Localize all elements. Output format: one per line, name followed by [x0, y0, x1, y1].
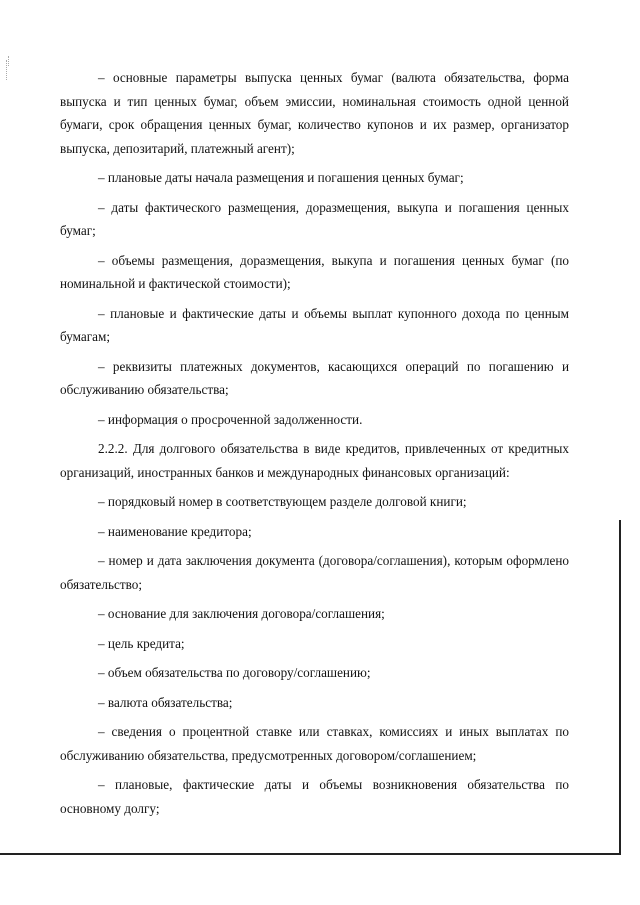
paragraph-volumes: – объемы размещения, доразмещения, выкупа и погашения ценных бумаг (по номинальной и фактической стоимости); — [60, 252, 569, 291]
paragraph-principal-debt-dates: – плановые, фактические даты и объемы возникновения обязательства по основному долгу; — [60, 777, 569, 816]
scan-artifact — [8, 56, 10, 66]
paragraph-securities-parameters: – основные параметры выпуска ценных бумаг (валюта обязательства, форма выпуска и тип ценных бумаг, объем эмиссии, номинальная стоимость одной ценной бумаги, срок обращения ценных бумаг, количество купонов и их размер, организатор выпуска, депозитарий, платежный агент); — [60, 70, 569, 156]
paragraph-serial-number: – порядковый номер в соответствующем разделе долговой книги; — [98, 494, 467, 509]
paragraph-actual-dates: – даты фактического размещения, доразмещения, выкупа и погашения ценных бумаг; — [60, 199, 569, 238]
page-border-bottom — [0, 853, 621, 855]
paragraph-coupon-payments: – плановые и фактические даты и объемы выплат купонного дохода по ценным бумагам; — [60, 305, 569, 344]
document-body — [60, 66, 569, 826]
paragraph-section-2-2-2: 2.2.2. Для долгового обязательства в виде кредитов, привлеченных от кредитных организаций, иностранных банков и международных финансовых организаций: — [60, 441, 569, 480]
paragraph-planned-dates: – плановые даты начала размещения и погашения ценных бумаг; — [98, 170, 464, 185]
paragraph-obligation-currency: – валюта обязательства; — [98, 694, 233, 710]
paragraph-creditor-name: – наименование кредитора; — [98, 523, 252, 539]
paragraph-contract-basis: – основание для заключения договора/соглашения; — [98, 606, 385, 621]
paragraph-contract-number-date: – номер и дата заключения документа (договора/соглашения), которым оформлено обязательство; — [60, 553, 569, 592]
paragraph-payment-documents: – реквизиты платежных документов, касающихся операций по погашению и обслуживанию обязательства; — [60, 358, 569, 397]
paragraph-credit-purpose: – цель кредита; — [98, 635, 185, 651]
paragraph-interest-rate: – сведения о процентной ставке или ставках, комиссиях и иных выплатах по обслуживанию обязательства, предусмотренных договором/соглашением; — [60, 724, 569, 763]
paragraph-overdue-debt: – информация о просроченной задолженности. — [98, 411, 363, 427]
page-border-right — [619, 520, 621, 854]
paragraph-obligation-volume: – объем обязательства по договору/соглашению; — [98, 665, 371, 680]
